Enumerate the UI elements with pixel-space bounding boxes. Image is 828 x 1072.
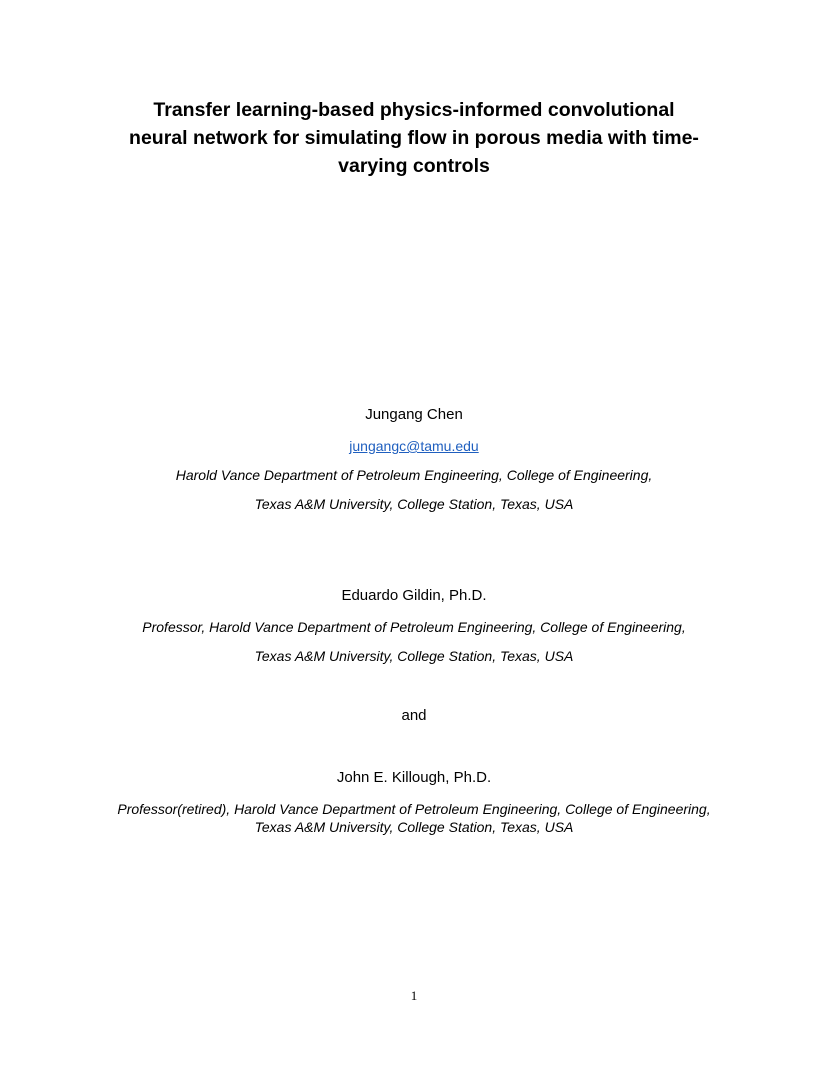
conjunction-and: and: [401, 707, 427, 724]
author-email: [0, 437, 828, 455]
email-link[interactable]: jungangc@tamu.edu: [349, 438, 479, 454]
author-name: John E. Killough, Ph.D.: [336, 769, 492, 786]
page-number: 1: [410, 988, 418, 1003]
author-affiliation-line-1: Professor(retired), Harold Vance Department of Petroleum Engineering, College of Engineering,: [117, 801, 711, 817]
title-line-2: neural network for simulating flow in porous media with time-: [129, 127, 699, 149]
title-line-3: varying controls: [338, 155, 490, 177]
author-affiliation-line-1: Harold Vance Department of Petroleum Engineering, College of Engineering,: [175, 467, 653, 483]
author-name: Jungang Chen: [365, 406, 463, 423]
author-affiliation-line-1: Professor, Harold Vance Department of Petroleum Engineering, College of Engineering,: [142, 619, 686, 635]
author-affiliation-line-2: Texas A&M University, College Station, Texas, USA: [254, 496, 574, 512]
author-affiliation-line-2: Texas A&M University, College Station, Texas, USA: [254, 819, 574, 835]
title-line-1: Transfer learning-based physics-informed convolutional: [153, 99, 675, 121]
author-affiliation-line-2: Texas A&M University, College Station, Texas, USA: [254, 648, 574, 664]
author-name: Eduardo Gildin, Ph.D.: [341, 587, 487, 604]
